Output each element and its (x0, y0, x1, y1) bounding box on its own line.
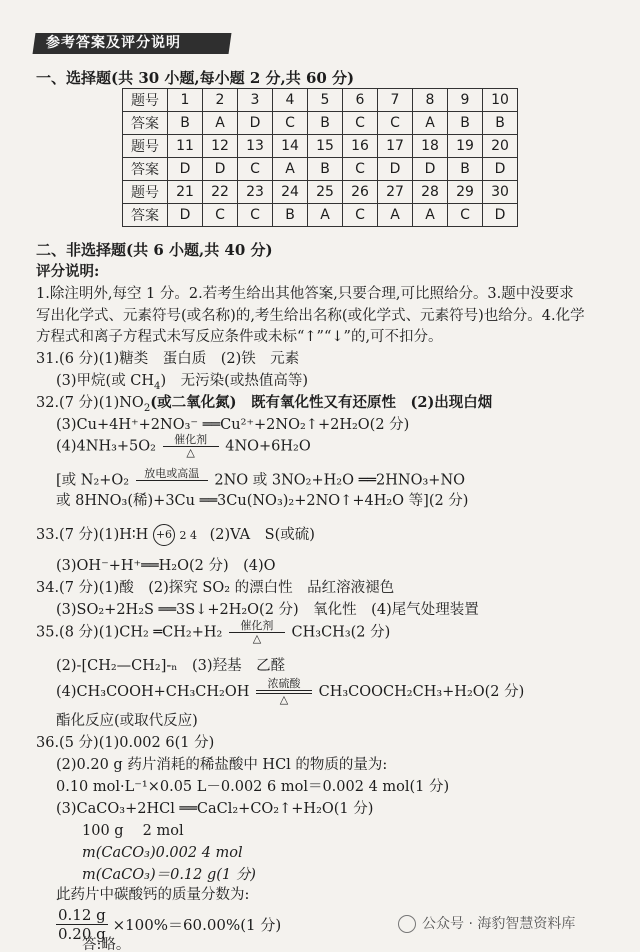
answer-cell: 11 (168, 135, 203, 158)
q35-line1-part: CH₃CH₃(2 分) (291, 624, 391, 641)
answer-cell: A (413, 204, 448, 227)
watermark (398, 913, 575, 933)
answer-table (122, 88, 518, 227)
answer-cell: B (308, 158, 343, 181)
reversible-arrow (256, 678, 312, 706)
answer-cell: 28 (413, 181, 448, 204)
q33-line1-part: 33.(7 分)(1)H∶H (36, 527, 149, 543)
scoring-note-line: 1.除注明外,每空 1 分。2.若考生给出其他答案,只要合理,可比照给分。3.题中没要求 (36, 286, 574, 302)
electron-shells: 2 4 (179, 529, 198, 542)
q32-line1-part: 32.(7 分)(1)NO (36, 395, 144, 411)
answer-cell: 24 (273, 181, 308, 204)
q36-line6: m(CaCO₃)0.002 4 mol (82, 845, 243, 861)
answer-cell: 7 (378, 89, 413, 112)
answer-cell: C (378, 112, 413, 135)
q35-line3 (56, 678, 524, 706)
heat-label: △ (279, 693, 289, 706)
q35-line1 (36, 620, 390, 645)
answer-cell: 22 (203, 181, 238, 204)
q36-line3: 0.10 mol·L⁻¹×0.05 L－0.002 6 mol＝0.002 4 mol(1 分) (56, 779, 450, 795)
row-label: 题号 (123, 181, 168, 204)
answer-cell: 15 (308, 135, 343, 158)
answer-cell: B (273, 204, 308, 227)
q33-line2: (3)OH⁻+H⁺══H₂O(2 分) (4)O (56, 558, 276, 574)
q36-answer: 答:略。 (82, 937, 131, 952)
watermark-text: 公众号 · 海豹智慧资料库 (422, 916, 576, 932)
catalyst-label: 催化剂 (174, 433, 208, 446)
reaction-arrow (163, 434, 219, 459)
q31-line2-part: ) 无污染(或热值高等) (160, 373, 308, 389)
fraction-numerator: 0.12 g (58, 906, 106, 924)
answer-cell: B (168, 112, 203, 135)
q36-line4: (3)CaCO₃+2HCl ══CaCl₂+CO₂↑+H₂O(1 分) (56, 801, 374, 817)
answer-cell: 29 (448, 181, 483, 204)
answer-cell: 23 (238, 181, 273, 204)
answer-cell: 6 (343, 89, 378, 112)
row-label: 答案 (123, 204, 168, 227)
q35-line3-part: (4)CH₃COOH+CH₃CH₂OH (56, 684, 250, 700)
answer-cell: C (238, 204, 273, 227)
q36-line7: m(CaCO₃)＝0.12 g(1 分) (82, 867, 256, 883)
answer-cell: 26 (343, 181, 378, 204)
heat-label: △ (186, 446, 195, 459)
q31-line1: 31.(6 分)(1)糖类 蛋白质 (2)铁 元素 (36, 351, 300, 367)
answer-cell: B (448, 112, 483, 135)
answer-cell: C (238, 158, 273, 181)
answer-cell: B (483, 112, 518, 135)
answer-cell: 30 (483, 181, 518, 204)
q36-line8: 此药片中碳酸钙的质量分数为: (56, 887, 250, 903)
answer-cell: C (343, 204, 378, 227)
answer-cell: 19 (448, 135, 483, 158)
q32-line4 (56, 468, 465, 493)
q35-line1-part: 35.(8 分)(1)CH₂ ═CH₂+H₂ (36, 624, 223, 641)
q32-line4-part: 2NO 或 3NO₂+H₂O ══2HNO₃+NO (214, 472, 466, 489)
answer-cell: 21 (168, 181, 203, 204)
answer-cell: 12 (203, 135, 238, 158)
q33-line1 (36, 524, 315, 546)
header-banner (33, 33, 232, 54)
answer-table-row (123, 158, 518, 181)
section1-title: 一、选择题(共 30 小题,每小题 2 分,共 60 分) (36, 69, 355, 87)
answer-cell: 25 (308, 181, 343, 204)
row-label: 题号 (123, 89, 168, 112)
fraction-denominator: 0.20 g (58, 925, 106, 943)
q36-line1: 36.(5 分)(1)0.002 6(1 分) (36, 735, 215, 751)
answer-cell: C (203, 204, 238, 227)
answer-cell: C (343, 158, 378, 181)
row-label: 题号 (123, 135, 168, 158)
atom-structure-icon: +6 (153, 524, 175, 546)
banner-text: 参考答案及评分说明 (46, 35, 181, 51)
answer-table-row (123, 135, 518, 158)
q32-line3-part: 4NO+6H₂O (225, 438, 311, 455)
answer-cell: C (448, 204, 483, 227)
q34-line1: 34.(7 分)(1)酸 (2)探究 SO₂ 的漂白性 品红溶液褪色 (36, 580, 395, 596)
answer-cell: 18 (413, 135, 448, 158)
q32-line5: 或 8HNO₃(稀)+3Cu ══3Cu(NO₃)₂+2NO↑+4H₂O 等](2 分) (56, 493, 469, 509)
q32-line1: 32.(7 分)$(1)NO_2$(或二氧化氮) 既有氧化性又有还原性 (2)出现白烟 (36, 394, 493, 414)
q32-line3-part: (4)4NH₃+5O₂ (56, 438, 156, 455)
answer-cell: A (273, 158, 308, 181)
scoring-note-title: 评分说明: (36, 263, 100, 280)
q33-line1-part: (2)VA S(或硫) (209, 527, 315, 543)
reaction-arrow (229, 620, 285, 645)
answer-cell: D (483, 204, 518, 227)
answer-cell: B (308, 112, 343, 135)
catalyst-label: 催化剂 (240, 619, 274, 632)
fraction-result: ×100%＝60.00%(1 分) (112, 916, 282, 934)
answer-cell: A (378, 204, 413, 227)
answer-table-row (123, 181, 518, 204)
answer-table-row (123, 89, 518, 112)
answer-cell: D (168, 204, 203, 227)
q31-line2: (3)甲烷(或 $CH_4$) 无污染(或热值高等) (56, 373, 308, 392)
answer-cell: 27 (378, 181, 413, 204)
q32-line1-part: (或二氧化氮) 既有氧化性又有还原性 (2)出现白烟 (150, 394, 493, 411)
answer-table-row (123, 112, 518, 135)
answer-cell: D (238, 112, 273, 135)
answer-cell: 1 (168, 89, 203, 112)
discharge-label: 放电或高温 (144, 467, 200, 480)
answer-cell: 3 (238, 89, 273, 112)
q36-line5: 100 g 2 mol (82, 823, 184, 839)
q32-line2: (3)Cu+4H⁺+2NO₃⁻ ══Cu²⁺+2NO₂↑+2H₂O(2 分) (56, 417, 410, 433)
answer-cell: 14 (273, 135, 308, 158)
answer-cell: D (168, 158, 203, 181)
section2-title: 二、非选择题(共 6 小题,共 40 分) (36, 241, 273, 259)
scoring-note-line: 方程式和离子方程式未写反应条件或未标“↑”“↓”的,可不扣分。 (36, 329, 443, 345)
answer-cell: 20 (483, 135, 518, 158)
answer-table-row (123, 204, 518, 227)
answer-cell: D (203, 158, 238, 181)
answer-cell: 5 (308, 89, 343, 112)
q35-line4: 酯化反应(或取代反应) (56, 713, 198, 729)
answer-cell: A (203, 112, 238, 135)
answer-cell: 4 (273, 89, 308, 112)
row-label: 答案 (123, 158, 168, 181)
answer-cell: A (413, 112, 448, 135)
scoring-note-line: 写出化学式、元素符号(或名称)的,考生给出名称(或化学式、元素符号)也给分。4.化学 (36, 308, 585, 324)
answer-cell: 13 (238, 135, 273, 158)
answer-cell: B (448, 158, 483, 181)
q35-line3-part: CH₃COOCH₂CH₃+H₂O(2 分) (318, 684, 525, 700)
q36-line2: (2)0.20 g 药片消耗的稀盐酸中 HCl 的物质的量为: (56, 757, 388, 773)
answer-cell: 16 (343, 135, 378, 158)
answer-cell: 2 (203, 89, 238, 112)
acid-label: 浓硫酸 (267, 677, 301, 690)
q32-line4-part: [或 N₂+O₂ (56, 472, 130, 489)
answer-cell: A (308, 204, 343, 227)
row-label: 答案 (123, 112, 168, 135)
answer-cell: 10 (483, 89, 518, 112)
heat-label: △ (252, 632, 262, 645)
answer-cell: 8 (413, 89, 448, 112)
answer-cell: 9 (448, 89, 483, 112)
reaction-arrow (136, 468, 208, 493)
answer-cell: C (343, 112, 378, 135)
q35-line2: (2)-[CH₂—CH₂]-ₙ (3)羟基 乙醛 (56, 658, 286, 674)
answer-cell: C (273, 112, 308, 135)
answer-cell: 17 (378, 135, 413, 158)
answer-cell: D (483, 158, 518, 181)
q31-line2-part: (3)甲烷(或 CH (56, 373, 155, 389)
answer-cell: D (378, 158, 413, 181)
q32-line3 (56, 434, 311, 459)
q34-line2: (3)SO₂+2H₂S ══3S↓+2H₂O(2 分) 氧化性 (4)尾气处理装置 (56, 602, 479, 618)
wechat-icon (398, 915, 416, 933)
answer-cell: D (413, 158, 448, 181)
